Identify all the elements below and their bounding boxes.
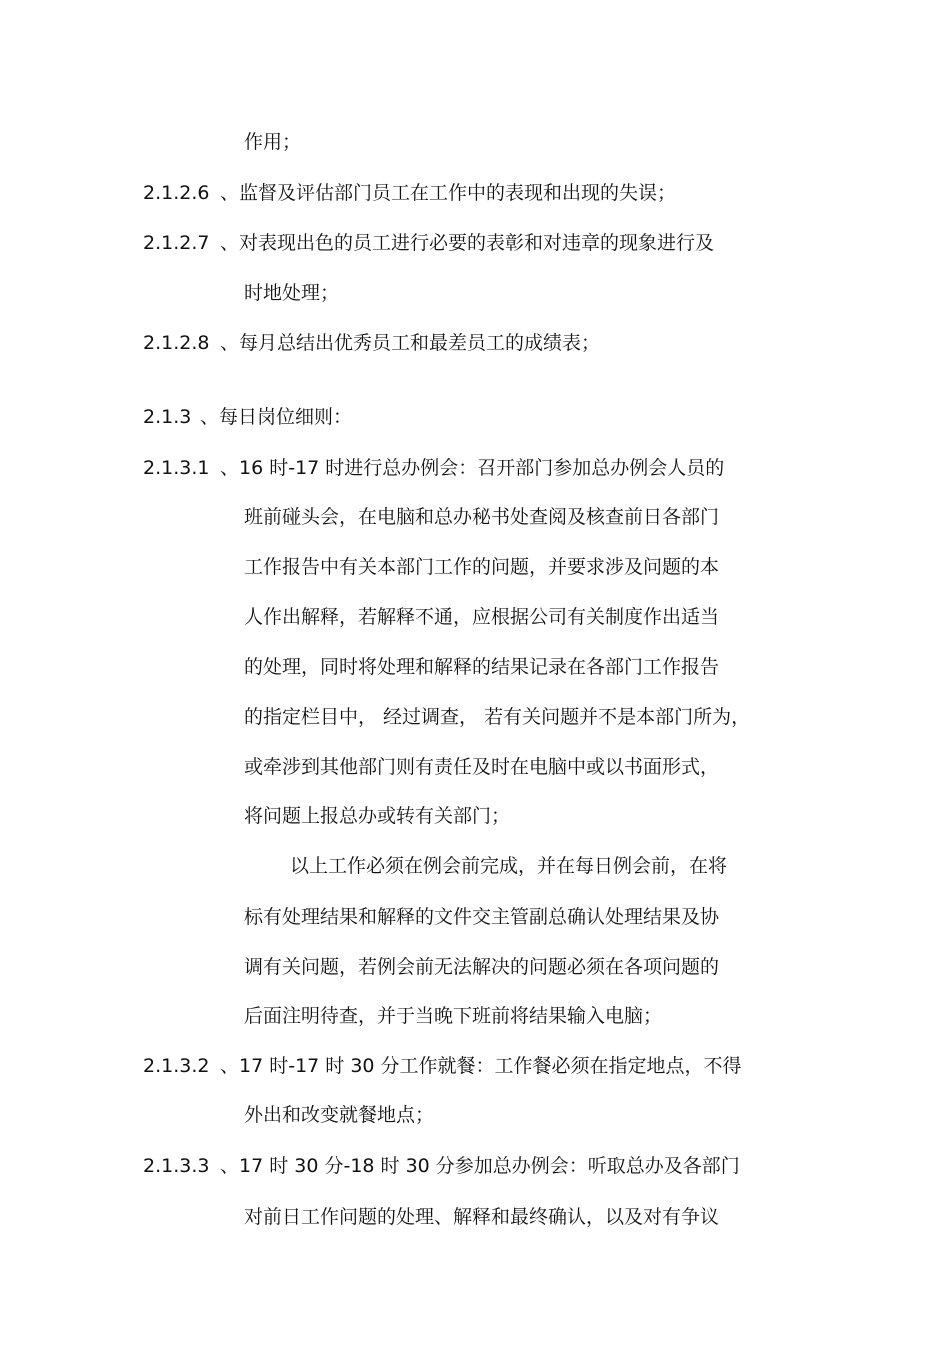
paragraph-line: 时地处理； <box>244 282 340 304</box>
paragraph-line: 、17 时-17 时 30 分工作就餐：工作餐必须在指定地点，不得 <box>220 1055 742 1077</box>
section-number: 2.1.2.7 <box>143 232 210 254</box>
paragraph-line: 标有处理结果和解释的文件交主管副总确认处理结果及协 <box>244 906 720 928</box>
paragraph-line: 人作出解释，若解释不通，应根据公司有关制度作出适当 <box>244 606 720 628</box>
paragraph-line: 班前碰头会，在电脑和总办秘书处查阅及核查前日各部门 <box>244 506 720 528</box>
paragraph-line: 、对表现出色的员工进行必要的表彰和对违章的现象进行及 <box>220 232 715 254</box>
paragraph-line: 对前日工作问题的处理、解释和最终确认，以及对有争议 <box>244 1206 720 1228</box>
paragraph-line: 以上工作必须在例会前完成，并在每日例会前，在将 <box>290 855 728 877</box>
section-number: 2.1.2.8 <box>143 332 210 354</box>
section-number: 2.1.2.6 <box>143 182 210 204</box>
section-number: 2.1.3.1 <box>143 457 210 479</box>
section-number: 2.1.3.2 <box>143 1055 210 1077</box>
paragraph-line: 将问题上报总办或转有关部门； <box>244 805 511 827</box>
paragraph-line: 调有关问题，若例会前无法解决的问题必须在各项问题的 <box>244 956 720 978</box>
paragraph-line: 的指定栏目中， 经过调查， 若有关问题并不是本部门所为， <box>244 706 751 728</box>
section-number: 2.1.3.3 <box>143 1155 210 1177</box>
section-number: 2.1.3 <box>143 406 192 428</box>
paragraph-line: 、17 时 30 分-18 时 30 分参加总办例会：听取总办及各部门 <box>220 1155 740 1177</box>
paragraph-line: 的处理，同时将处理和解释的结果记录在各部门工作报告 <box>244 656 720 678</box>
paragraph-line: 后面注明待查，并于当晚下班前将结果输入电脑； <box>244 1005 663 1027</box>
paragraph-line: 、16 时-17 时进行总办例会：召开部门参加总办例会人员的 <box>220 457 725 479</box>
paragraph-line: 工作报告中有关本部门工作的问题，并要求涉及问题的本 <box>244 556 720 578</box>
paragraph-line: 或牵涉到其他部门则有责任及时在电脑中或以书面形式， <box>244 756 720 778</box>
section-heading: 、每日岗位细则： <box>200 406 353 428</box>
paragraph-line: 作用； <box>244 131 302 153</box>
paragraph-line: 外出和改变就餐地点； <box>244 1104 435 1126</box>
paragraph-line: 、每月总结出优秀员工和最差员工的成绩表； <box>220 332 601 354</box>
paragraph-line: 、监督及评估部门员工在工作中的表现和出现的失误； <box>220 182 677 204</box>
